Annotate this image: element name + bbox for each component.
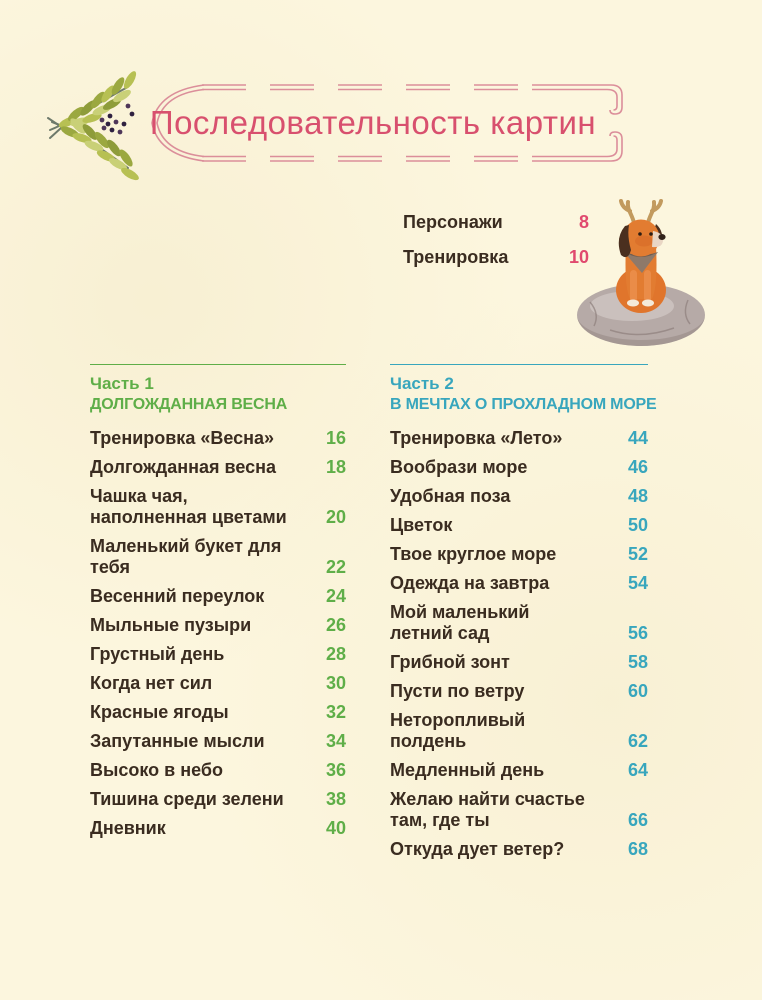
toc-entry-title: Пусти по ветру xyxy=(390,681,525,701)
toc-entry-title: Высоко в небо xyxy=(90,760,223,780)
toc-entry-title: Желаю найти счастье там, где ты xyxy=(390,789,585,830)
toc-entry-title: Красные ягоды xyxy=(90,702,229,722)
toc-entry-title: Тишина среди зелени xyxy=(90,789,284,809)
toc-entry-title: Мой маленький летний сад xyxy=(390,602,530,643)
toc-entry-page-number: 20 xyxy=(325,507,346,527)
toc-entry-page-number: 46 xyxy=(627,457,648,477)
toc-entry-title: Весенний переулок xyxy=(90,586,265,606)
dog-on-cushion-illustration xyxy=(570,198,712,350)
toc-entry-title: Маленький букет для тебя xyxy=(90,536,282,577)
toc-entry-title: Грибной зонт xyxy=(390,652,510,672)
intro-toc xyxy=(403,212,589,282)
toc-entry xyxy=(90,457,346,478)
toc-entry-title: Когда нет сил xyxy=(90,673,213,693)
part-label: Часть 2 xyxy=(390,374,454,393)
toc-entry xyxy=(390,652,648,673)
toc-entry-page-number: 60 xyxy=(627,681,648,701)
toc-part-1-column xyxy=(90,364,346,847)
toc-entry-page-number: 54 xyxy=(627,573,648,593)
toc-entry-page-number: 26 xyxy=(325,615,346,635)
toc-entry-page-number: 52 xyxy=(627,544,648,564)
toc-entry-title: Грустный день xyxy=(90,644,225,664)
toc-entry xyxy=(390,789,648,831)
toc-entry xyxy=(90,789,346,810)
toc-entry xyxy=(90,673,346,694)
toc-entry-title: Тренировка xyxy=(403,247,509,267)
toc-entry-page-number: 58 xyxy=(627,652,648,672)
toc-entry xyxy=(90,486,346,528)
toc-entry-title: Одежда на завтра xyxy=(390,573,550,593)
toc-entry xyxy=(90,586,346,607)
toc-entry xyxy=(390,573,648,594)
toc-entry-page-number: 44 xyxy=(627,428,648,448)
toc-entry-page-number: 28 xyxy=(325,644,346,664)
toc-entry-title: Тренировка «Лето» xyxy=(390,428,563,448)
toc-entry xyxy=(90,428,346,449)
part-divider xyxy=(390,364,648,365)
toc-list xyxy=(90,428,346,839)
toc-entry-page-number: 48 xyxy=(627,486,648,506)
toc-entry xyxy=(90,818,346,839)
toc-entry-title: Тренировка «Весна» xyxy=(90,428,275,448)
toc-entry xyxy=(390,681,648,702)
toc-entry-page-number: 22 xyxy=(325,557,346,577)
toc-list xyxy=(390,428,648,860)
toc-entry-page-number: 36 xyxy=(325,760,346,780)
toc-entry-page-number: 8 xyxy=(578,212,589,232)
floral-branch-illustration xyxy=(44,62,180,188)
toc-entry-page-number: 34 xyxy=(325,731,346,751)
toc-entry-page-number: 18 xyxy=(325,457,346,477)
toc-entry-page-number: 40 xyxy=(325,818,346,838)
toc-entry xyxy=(390,839,648,860)
part-title: ДОЛГОЖДАННАЯ ВЕСНА xyxy=(90,396,288,413)
toc-entry xyxy=(90,702,346,723)
toc-entry-title: Неторопливый полдень xyxy=(390,710,526,751)
toc-entry xyxy=(390,457,648,478)
toc-entry xyxy=(390,486,648,507)
toc-entry-page-number: 10 xyxy=(568,247,589,267)
toc-entry-title: Цветок xyxy=(390,515,453,535)
toc-entry xyxy=(90,644,346,665)
toc-entry-page-number: 68 xyxy=(627,839,648,859)
toc-entry xyxy=(90,760,346,781)
toc-entry xyxy=(390,760,648,781)
page-title: Последовательность картин xyxy=(149,104,597,141)
toc-entry xyxy=(403,212,589,233)
toc-entry xyxy=(390,544,648,565)
toc-entry xyxy=(390,428,648,449)
toc-entry-page-number: 32 xyxy=(325,702,346,722)
toc-entry xyxy=(90,731,346,752)
toc-entry-page-number: 24 xyxy=(325,586,346,606)
toc-entry-title: Чашка чая, наполненная цветами xyxy=(90,486,287,527)
toc-entry-page-number: 66 xyxy=(627,810,648,830)
toc-entry-page-number: 64 xyxy=(627,760,648,780)
toc-entry xyxy=(390,602,648,644)
toc-entry xyxy=(90,615,346,636)
toc-entry-page-number: 30 xyxy=(325,673,346,693)
toc-entry-title: Откуда дует ветер? xyxy=(390,839,565,859)
toc-entry-title: Запутанные мысли xyxy=(90,731,265,751)
toc-entry xyxy=(390,515,648,536)
toc-entry-title: Вообрази море xyxy=(390,457,528,477)
toc-part-2-column xyxy=(390,364,657,868)
toc-entry xyxy=(90,536,346,578)
toc-entry xyxy=(390,710,648,752)
toc-entry-page-number: 62 xyxy=(627,731,648,751)
part-divider xyxy=(90,364,346,365)
toc-entry xyxy=(403,247,589,268)
toc-entry-title: Дневник xyxy=(90,818,166,838)
toc-entry-page-number: 50 xyxy=(627,515,648,535)
toc-entry-title: Персонажи xyxy=(403,212,503,232)
toc-entry-title: Медленный день xyxy=(390,760,545,780)
toc-entry-page-number: 16 xyxy=(325,428,346,448)
toc-entry-title: Твое круглое море xyxy=(390,544,557,564)
part-title: В МЕЧТАХ О ПРОХЛАДНОМ МОРЕ xyxy=(390,396,657,413)
toc-entry-title: Удобная поза xyxy=(390,486,511,506)
toc-entry-title: Долгожданная весна xyxy=(90,457,276,477)
toc-entry-title: Мыльные пузыри xyxy=(90,615,252,635)
part-label: Часть 1 xyxy=(90,374,154,393)
toc-entry-page-number: 56 xyxy=(627,623,648,643)
toc-entry-page-number: 38 xyxy=(325,789,346,809)
